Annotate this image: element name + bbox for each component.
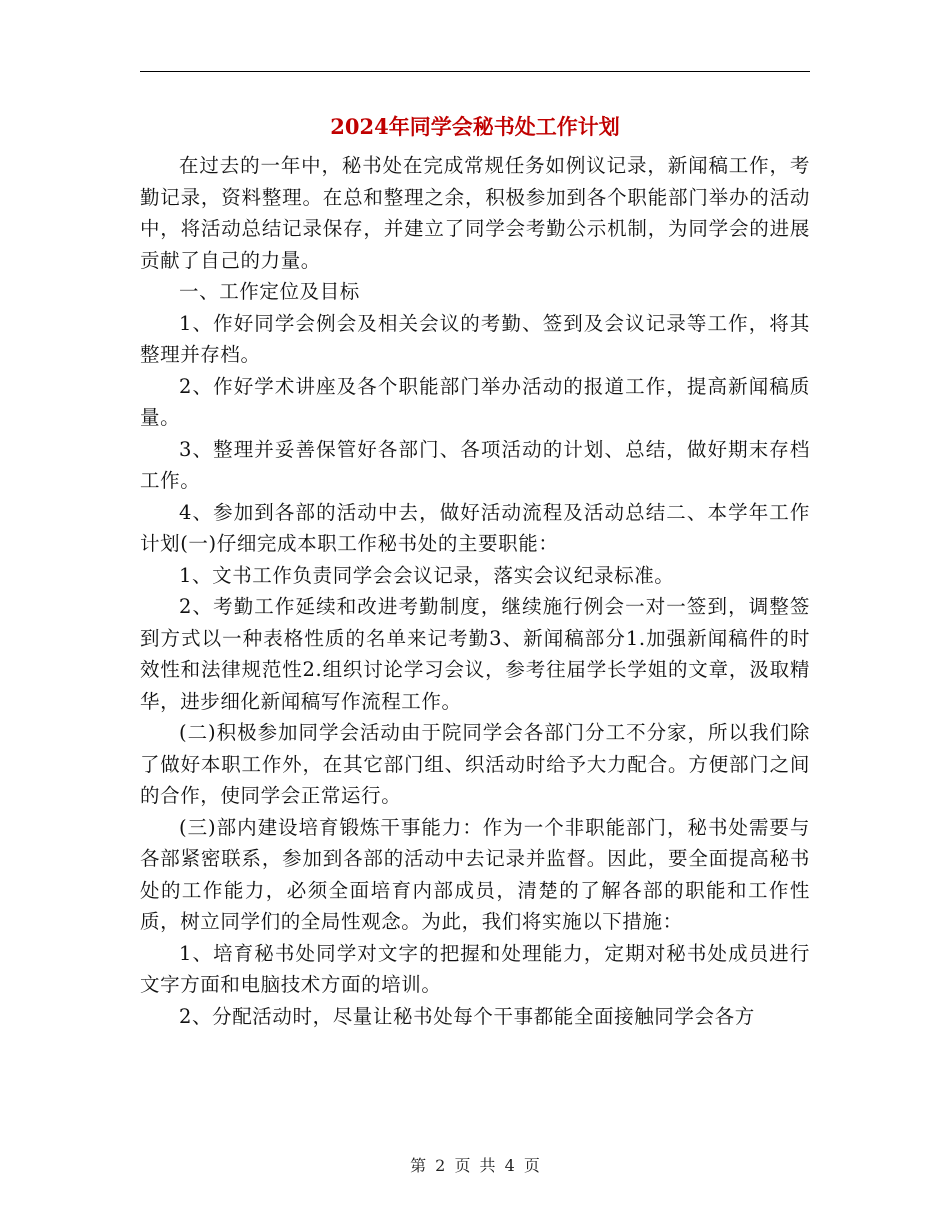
header-rule [140, 71, 810, 72]
paragraph: 3、整理并妥善保管好各部门、各项活动的计划、总结，做好期末存档工作。 [140, 437, 810, 492]
section-heading: 一、工作定位及目标 [179, 280, 360, 303]
paragraph: 1、文书工作负责同学会会议记录，落实会议纪录标准。 [179, 563, 675, 587]
paragraph: 4、参加到各部的活动中去，做好活动流程及活动总结二、本学年工作计划(一)仔细完成本职工作秘书处的主要职能： [140, 500, 810, 555]
paragraph: (三)部内建设培育锻炼干事能力：作为一个非职能部门，秘书处需要与各部紧密联系，参加到各部的活动中去记录并监督。因此，要全面提高秘书处的工作能力，必须全面培育内部成员，清楚的了解各部的职能和工作性质，树立同学们的全局性观念。为此，我们将实施以下措施： [140, 815, 810, 933]
document-title: 2024年同学会秘书处工作计划 [330, 114, 620, 139]
paragraph: 1、作好同学会例会及相关会议的考勤、签到及会议记录等工作，将其整理并存档。 [140, 311, 810, 366]
paragraph: (二)积极参加同学会活动由于院同学会各部门分工不分家，所以我们除了做好本职工作外，在其它部门组、织活动时给予大力配合。方便部门之间的合作，使同学会正常运行。 [140, 721, 810, 807]
paragraph: 1、培育秘书处同学对文字的把握和处理能力，定期对秘书处成员进行文字方面和电脑技术方面的培训。 [140, 941, 810, 996]
document-body [140, 150, 810, 1032]
paragraph: 在过去的一年中，秘书处在完成常规任务如例议记录，新闻稿工作，考勤记录，资料整理。在总和整理之余，积极参加到各个职能部门举办的活动中，将活动总结记录保存，并建立了同学会考勤公示机制，为同学会的进展贡献了自己的力量。 [140, 154, 810, 272]
paragraph: 2、作好学术讲座及各个职能部门举办活动的报道工作，提高新闻稿质量。 [140, 374, 810, 429]
page-number-footer: 第 2 页 共 4 页 [410, 1156, 540, 1175]
paragraph: 2、考勤工作延续和改进考勤制度，继续施行例会一对一签到，调整签到方式以一种表格性质的名单来记考勤3、新闻稿部分1.加强新闻稿件的时效性和法律规范性2.组织讨论学习会议，参考往届学长学姐的文章，汲取精华，进步细化新闻稿写作流程工作。 [140, 595, 810, 713]
paragraph: 2、分配活动时，尽量让秘书处每个干事都能全面接触同学会各方 [179, 1004, 755, 1028]
